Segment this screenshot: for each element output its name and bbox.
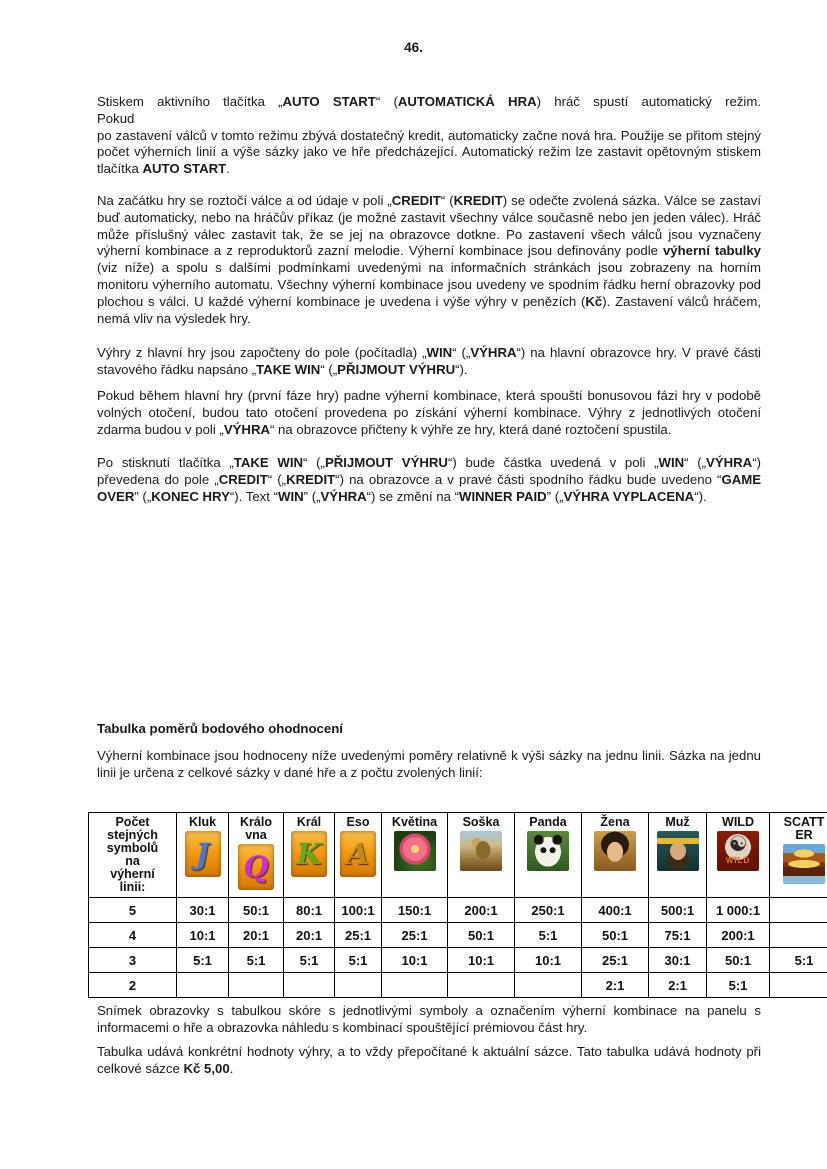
card-a-icon: [340, 831, 376, 877]
section-heading: Tabulka poměrů bodového ohodnocení: [97, 721, 343, 736]
payout-table-row: [89, 973, 827, 998]
payout-value-cell: 50:1: [448, 923, 515, 948]
payout-value-cell: [335, 973, 382, 998]
payout-table: [88, 812, 827, 998]
symbol-header-cell: [515, 813, 582, 898]
symbol-header-cell: [582, 813, 649, 898]
paragraph-line: Tabulka udává konkrétní hodnoty výhry, a to vždy přepočítané k aktuální sázce. Tato tabulka udává hodnoty při celkové sázce Kč 5,00.: [97, 1044, 761, 1076]
payout-value-cell: [177, 973, 229, 998]
paragraph-line: Snímek obrazovky s tabulkou skóre s jednotlivými symboly a označením výherní kombinace na panelu s informacemi o hře a obrazovka náhledu s kombinací spouštějící prémiovou část hry.: [97, 1003, 761, 1035]
payout-table-row: [89, 898, 827, 923]
symbol-header-cell: [177, 813, 229, 898]
paragraph-bonus-phase: [97, 388, 761, 438]
symbol-label: Květina: [391, 815, 438, 829]
payout-value-cell: [770, 973, 827, 998]
payout-value-cell: 200:1: [707, 923, 770, 948]
payout-value-cell: 25:1: [382, 923, 448, 948]
dragon-statue-icon: [460, 831, 502, 871]
paragraph-line: Na začátku hry se roztočí válce a od údaje v poli „CREDIT“ (KREDIT) se odečte zvolená sázka. Válce se zastaví buď automaticky, nebo na hráčův příkaz (je možné zastavit všechny válce současně nebo jen jeden válec). Hráč může příslušný válec zastavit tak, že se jej na obrazovce dotkne. Po zastavení všech válců jsou vyznačeny výherní kombinace a z reproduktorů zazní melodie. Výherní kombinace jsou definovány podle výherní tabulky (viz níže) a spolu s dalšími podmínkami uvedenými na informačních stránkách jsou zobrazeny na horním monitoru výherního automatu. Všechny výherní kombinace jsou uvedeny ve spodním řádku herní obrazovky pod plochou s válci. U každé výherní kombinace je uvedena i výše výhry v penězích (Kč). Zastavení válců hráčem, nemá vliv na výsledek hry.: [97, 193, 761, 326]
payout-value-cell: 500:1: [649, 898, 707, 923]
woman-icon: [594, 831, 636, 871]
payout-value-cell: [770, 898, 827, 923]
corner-header-label: Počet stejných symbolů na výherní linii:: [106, 815, 159, 894]
flower-icon: [394, 831, 436, 871]
payout-value-cell: 10:1: [515, 948, 582, 973]
paragraph-line: Po stisknutí tlačítka „TAKE WIN“ („PŘIJMOUT VÝHRU“) bude částka uvedená v poli „WIN“ („VÝHRA“) převedena do pole „CREDIT“ („KREDIT“) na obrazovce a v pravé části spodního řádku bude uvedeno “GAME OVER” („KONEC HRY“). Text “WIN” („VÝHRA“) se změní na “WINNER PAID” („VÝHRA VYPLACENA“).: [97, 455, 762, 504]
payout-table-row: [89, 923, 827, 948]
symbol-header-cell: [707, 813, 770, 898]
symbol-label: SCATT ER: [783, 815, 825, 842]
paragraph-line: po zastavení válců v tomto režimu zbývá dostatečný kredit, automaticky začne nová hra. Použije se přitom stejný počet výherních linií a výše sázky jako ve hře předcházející. Automatický režim lze zastavit opětovným stiskem tlačítka AUTO START.: [97, 127, 761, 177]
paragraph-line: Stiskem aktivního tlačítka „AUTO START“ (AUTOMATICKÁ HRA) hráč spustí automatický režim.: [97, 94, 762, 109]
payout-value-cell: 10:1: [448, 948, 515, 973]
paragraph-game-start: [97, 193, 761, 327]
paragraph-line: Pokud během hlavní hry (první fáze hry) padne výherní kombinace, která spouští bonusovou fázi hry v podobě volných otočení, budou tato otočení provedena po získání výherní kombinace. Výhry z jednotlivých otočení zdarma budou v poli „VÝHRA“ na obrazovce přičteny k výhře ze hry, která dané roztočení spustila.: [97, 388, 761, 437]
payout-value-cell: [448, 973, 515, 998]
yin-yang-wild-icon: [717, 831, 759, 871]
symbol-count-cell: 3: [89, 948, 177, 973]
payout-value-cell: 400:1: [582, 898, 649, 923]
payout-table-container: [88, 812, 827, 1004]
paragraph-table-intro: [97, 748, 761, 782]
payout-value-cell: 200:1: [448, 898, 515, 923]
payout-value-cell: 150:1: [382, 898, 448, 923]
symbol-count-cell: 5: [89, 898, 177, 923]
symbol-label: Panda: [529, 815, 567, 829]
payout-value-cell: 20:1: [229, 923, 284, 948]
payout-value-cell: [770, 923, 827, 948]
symbol-label: Králo vna: [240, 815, 272, 842]
payout-value-cell: 10:1: [177, 923, 229, 948]
symbol-header-cell: [229, 813, 284, 898]
symbol-glyph: K: [296, 836, 322, 871]
man-icon: [657, 831, 699, 871]
paragraph-line: Výherní kombinace jsou hodnoceny níže uvedenými poměry relativně k výši sázky na jednu linii. Sázka na jednu linii je určena z celkové sázky v dané hře a z počtu zvolených linií:: [97, 748, 761, 780]
symbol-glyph: J: [195, 836, 210, 871]
payout-value-cell: 1 000:1: [707, 898, 770, 923]
payout-value-cell: 5:1: [515, 923, 582, 948]
payout-value-cell: 30:1: [177, 898, 229, 923]
paragraph-auto-start: [97, 94, 761, 178]
payout-table-header-row: [89, 813, 827, 898]
payout-value-cell: 50:1: [229, 898, 284, 923]
symbol-count-cell: 2: [89, 973, 177, 998]
symbol-label: Kluk: [188, 815, 217, 829]
payout-value-cell: 50:1: [707, 948, 770, 973]
payout-table-row: [89, 948, 827, 973]
symbol-label: Muž: [665, 815, 690, 829]
page-number: 46.: [404, 40, 423, 55]
payout-value-cell: [515, 973, 582, 998]
symbol-label: WILD: [722, 815, 754, 829]
symbol-label: Žena: [600, 815, 630, 829]
payout-value-cell: 5:1: [770, 948, 827, 973]
payout-value-cell: 250:1: [515, 898, 582, 923]
symbol-header-cell: [448, 813, 515, 898]
payout-value-cell: [229, 973, 284, 998]
symbol-glyph: Q: [243, 849, 269, 884]
payout-value-cell: 5:1: [177, 948, 229, 973]
payout-value-cell: 2:1: [582, 973, 649, 998]
payout-value-cell: [284, 973, 335, 998]
symbol-glyph: ☯: [728, 832, 748, 856]
payout-value-cell: 10:1: [382, 948, 448, 973]
pagoda-scatter-icon: [783, 844, 825, 884]
payout-value-cell: 50:1: [582, 923, 649, 948]
symbol-header-cell: [770, 813, 827, 898]
paragraph-take-win: [97, 455, 761, 505]
paragraph-line: Pokud: [97, 110, 135, 126]
paragraph-line: Výhry z hlavní hry jsou započteny do pole (počítadla) „WIN“ („VÝHRA“) na hlavní obrazovce hry. V pravé části stavového řádku napsáno „TAKE WIN“ („PŘIJMOUT VÝHRU“).: [97, 345, 761, 377]
payout-value-cell: [382, 973, 448, 998]
paragraph-win-field: [97, 345, 761, 379]
wild-tile-text: WILD: [725, 856, 751, 865]
panda-icon: [527, 831, 569, 871]
corner-header-cell: [89, 813, 177, 898]
symbol-header-cell: [649, 813, 707, 898]
symbol-header-cell: [382, 813, 448, 898]
payout-value-cell: 2:1: [649, 973, 707, 998]
symbol-header-cell: [335, 813, 382, 898]
symbol-label: Eso: [346, 815, 370, 829]
payout-value-cell: 5:1: [284, 948, 335, 973]
payout-value-cell: 25:1: [335, 923, 382, 948]
payout-value-cell: 20:1: [284, 923, 335, 948]
paragraph-screenshot-note: [97, 1003, 761, 1037]
symbol-label: Král: [296, 815, 322, 829]
payout-value-cell: 5:1: [335, 948, 382, 973]
payout-value-cell: 75:1: [649, 923, 707, 948]
symbol-header-cell: [284, 813, 335, 898]
card-j-icon: [185, 831, 221, 877]
payout-value-cell: 5:1: [707, 973, 770, 998]
payout-value-cell: 5:1: [229, 948, 284, 973]
symbol-label: Soška: [462, 815, 500, 829]
card-q-icon: [238, 844, 274, 890]
card-k-icon: [291, 831, 327, 877]
payout-value-cell: 25:1: [582, 948, 649, 973]
paragraph-bet-note: [97, 1044, 761, 1078]
payout-table-body: [89, 898, 827, 998]
payout-value-cell: 100:1: [335, 898, 382, 923]
symbol-count-cell: 4: [89, 923, 177, 948]
payout-value-cell: 30:1: [649, 948, 707, 973]
payout-value-cell: 80:1: [284, 898, 335, 923]
symbol-glyph: A: [346, 836, 370, 871]
